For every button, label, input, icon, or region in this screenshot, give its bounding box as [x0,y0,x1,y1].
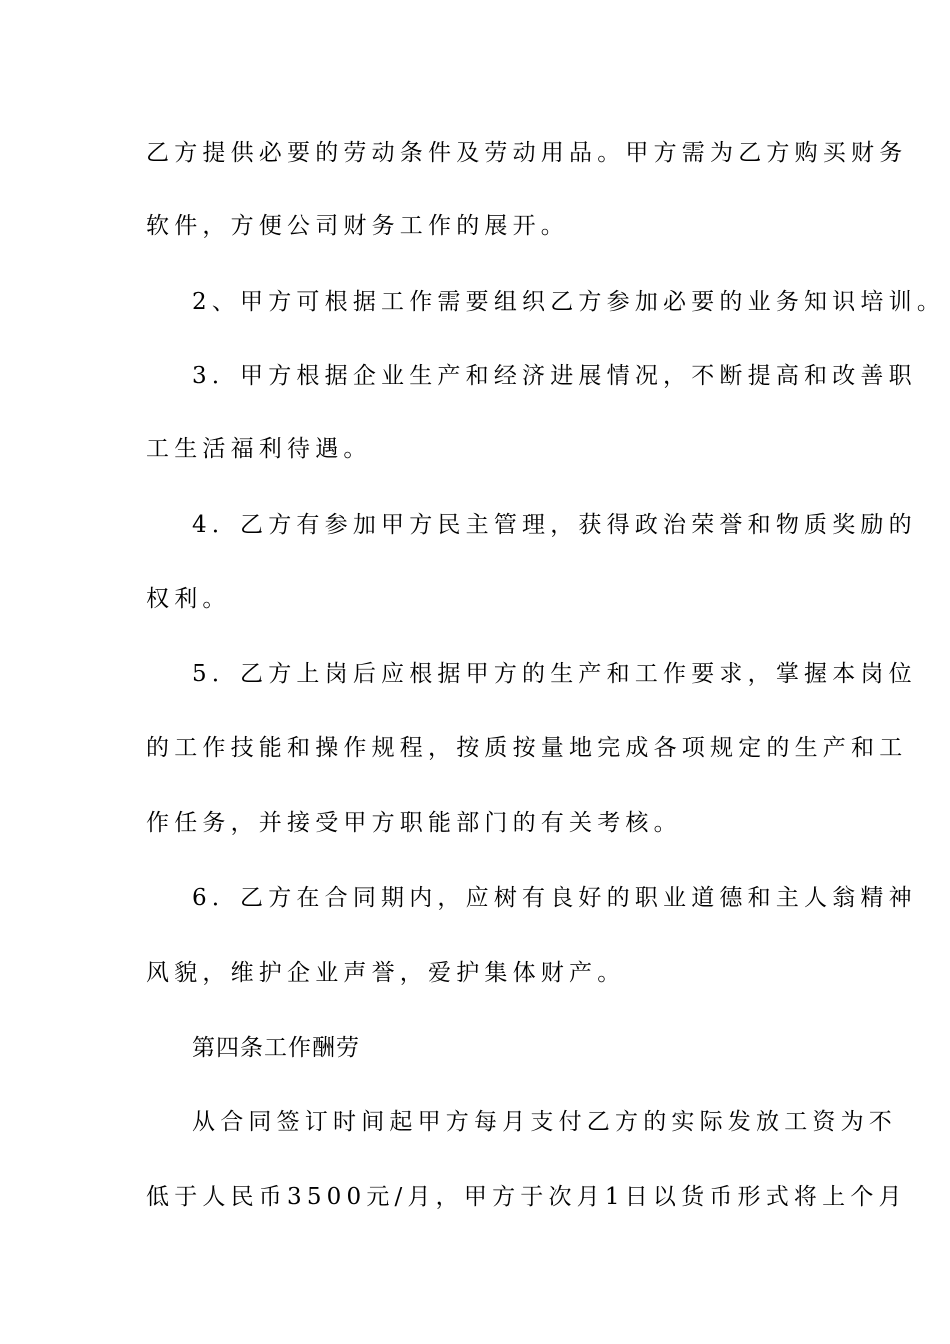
text-line: 2、甲方可根据工作需要组织乙方参加必要的业务知识培训。 [192,289,946,315]
text-line: 软件，方便公司财务工作的展开。 [146,213,569,239]
text-line: 工生活福利待遇。 [146,436,372,462]
text-line: 4．乙方有参加甲方民主管理，获得政治荣誉和物质奖励的 [192,512,917,538]
text-line: 风貌，维护企业声誉，爱护集体财产。 [146,960,626,986]
text-line: 权利。 [146,586,231,612]
text-line: 乙方提供必要的劳动条件及劳动用品。甲方需为乙方购买财务 [146,140,908,166]
text-line: 的工作技能和操作规程，按质按量地完成各项规定的生产和工 [146,735,908,761]
section-heading: 第四条工作酬劳 [192,1035,360,1061]
text-line: 5．乙方上岗后应根据甲方的生产和工作要求，掌握本岗位 [192,661,917,687]
text-line: 低于人民币3500元/月，甲方于次月1日以货币形式将上个月 [146,1184,907,1210]
text-line: 3．甲方根据企业生产和经济进展情况，不断提高和改善职 [192,363,917,389]
text-line: 6．乙方在合同期内，应树有良好的职业道德和主人翁精神 [192,885,917,911]
text-line: 作任务，并接受甲方职能部门的有关考核。 [146,810,682,836]
text-line: 从合同签订时间起甲方每月支付乙方的实际发放工资为不 [192,1109,897,1135]
